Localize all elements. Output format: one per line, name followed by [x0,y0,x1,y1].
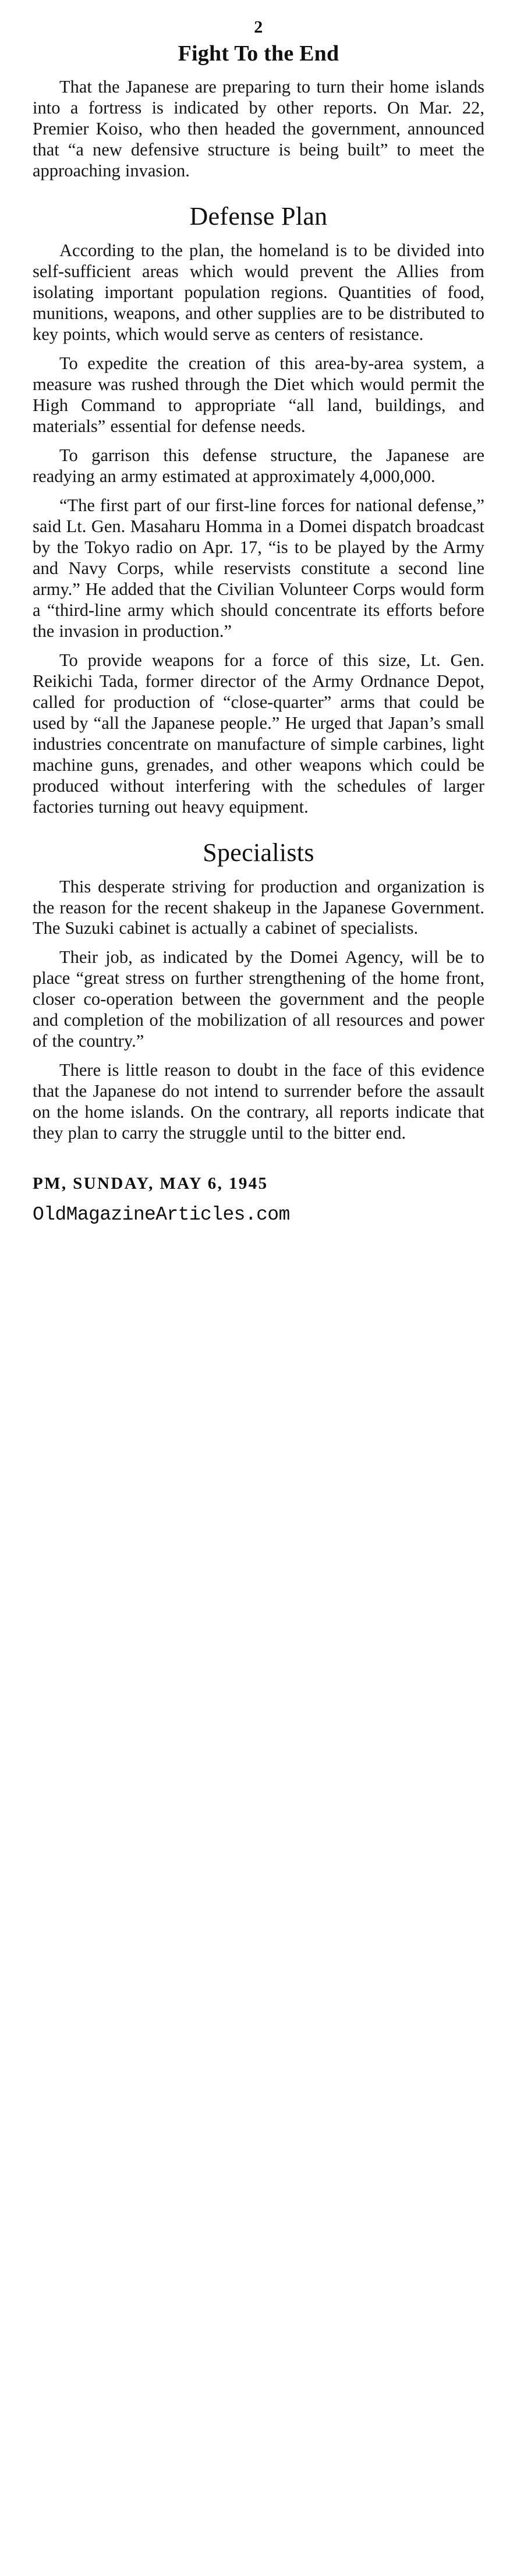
paragraph: There is little reason to doubt in the face of this evidence that the Japanese do not intend to surrender before the assault on the home islands. On the contrary, all reports indicate that they plan to carry the struggle until to the bitter end. [33,1060,484,1143]
page-title: Fight To the End [178,41,339,66]
paragraph: This desperate striving for production and organization is the reason for the recent shakeup in the Japanese Government. The Suzuki cabinet is actually a cabinet of specialists. [33,876,484,938]
page-footer [33,1174,484,1225]
paragraph: That the Japanese are preparing to turn their home islands into a fortress is indicated by other reports. On Mar. 22, Premier Koiso, who then headed the government, announced that “a new defensive structure is being built” to meet the approaching invasion. [33,77,484,180]
section-heading-specialists: Specialists [203,838,314,867]
paragraph: To expedite the creation of this area-by-area system, a measure was rushed through the Diet which would permit the High Command to appropriate “all land, buildings, and materials” essential for defense needs. [33,353,484,436]
paragraph: To provide weapons for a force of this size, Lt. Gen. Reikichi Tada, former director of the Army Ordnance Depot, called for production of “close-quarter” arms that could be used by “all the Japanese people.” He urged that Japan’s small industries concentrate on manufacture of simple carbines, light machine guns, grenades, and other weapons which could be produced without interfering with the schedules of larger factories turning out heavy equipment. [33,650,484,817]
paragraph: “The first part of our first-line forces for national defense,” said Lt. Gen. Masaharu Homma in a Domei dispatch broadcast by the Tokyo radio on Apr. 17, “is to be played by the Army and Navy Corps, while reservists constitute a second line army.” He added that the Civilian Volunteer Corps would form a “third-line army which should concentrate its efforts before the invasion in production.” [33,495,484,641]
paragraph: Their job, as indicated by the Domei Agency, will be to place “great stress on further strengthening of the home front, closer co-operation between the government and the people and completion of the mobilization of all resources and power of the country.” [33,947,484,1051]
publication-credit: PM, SUNDAY, MAY 6, 1945 [33,1174,268,1193]
page-number: 2 [254,17,263,37]
site-wordmark: OldMagazineArticles.com [33,1204,290,1226]
section-heading-defense-plan: Defense Plan [189,201,328,231]
paragraph: According to the plan, the homeland is to be divided into self-sufficient areas which would prevent the Allies from isolating important population regions. Quantities of food, munitions, weapons, and other supplies are to be distributed to key points, which would serve as centers of resistance. [33,240,484,344]
paragraph: To garrison this defense structure, the Japanese are readying an army estimated at approximately 4,000,000. [33,445,484,486]
